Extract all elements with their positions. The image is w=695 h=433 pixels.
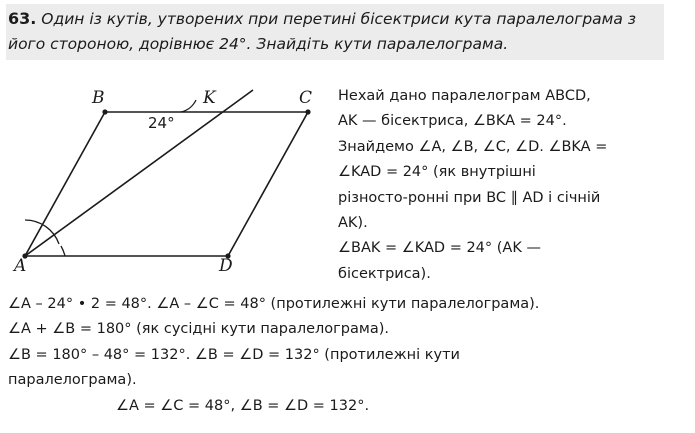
vertex-dot-C [305, 109, 310, 114]
solution-line: ∠A + ∠B = 180° (як сусідні кути паралелограма). [8, 321, 389, 338]
figure-svg [0, 80, 330, 290]
solution-line: різносто-ронні при BC ∥ AD і січній [338, 189, 601, 206]
solution-line: ∠BAK = ∠KAD = 24° (AK — [338, 240, 541, 257]
angle-arc-BAK [25, 220, 59, 244]
figure-label-D: D [219, 256, 233, 276]
solution-line: AK — бісектриса, ∠BKA = 24°. [338, 113, 567, 130]
solution-line: ∠A – 24° • 2 = 48°. ∠A – ∠C = 48° (протилежні кути паралелограма). [8, 296, 540, 312]
parallelogram-outline [25, 112, 308, 256]
figure-label-K: K [203, 88, 216, 108]
solution-text-bottom [8, 292, 690, 419]
problem-number: 63. [8, 9, 37, 28]
solution-line: AK). [338, 215, 368, 232]
solution-line: паралелограма). [8, 372, 137, 389]
parallelogram-figure [0, 80, 330, 290]
final-answer: ∠A = ∠C = 48°, ∠B = ∠D = 132°. [116, 397, 370, 414]
figure-label-B: B [92, 88, 105, 108]
angle-arc-KAD [61, 246, 65, 256]
vertex-dot-B [102, 109, 107, 114]
bisector-line-AK [25, 90, 253, 256]
solution-line: ∠KAD = 24° (як внутрішні [338, 164, 536, 181]
problem-statement [6, 4, 664, 60]
solution-line: ∠B = 180° – 48° = 132°. ∠B = ∠D = 132° (протилежні кути [8, 346, 460, 363]
figure-label-A: A [14, 256, 27, 276]
solution-line: Нехай дано паралелограм ABCD, [338, 88, 591, 104]
solution-text-right [338, 84, 690, 287]
angle-value-label: 24° [148, 114, 175, 132]
figure-label-C: C [299, 88, 313, 108]
solution-line: бісектриса). [338, 265, 431, 282]
problem-text: Один із кутів, утворених при перетині бісектриси кута паралелограма з його стороною, дорівнює 24°. Знайдіть кути паралелограма. [8, 10, 637, 53]
angle-arc-BKA [181, 100, 196, 112]
solution-line: Знайдемо ∠A, ∠B, ∠C, ∠D. ∠BKA = [338, 138, 608, 155]
